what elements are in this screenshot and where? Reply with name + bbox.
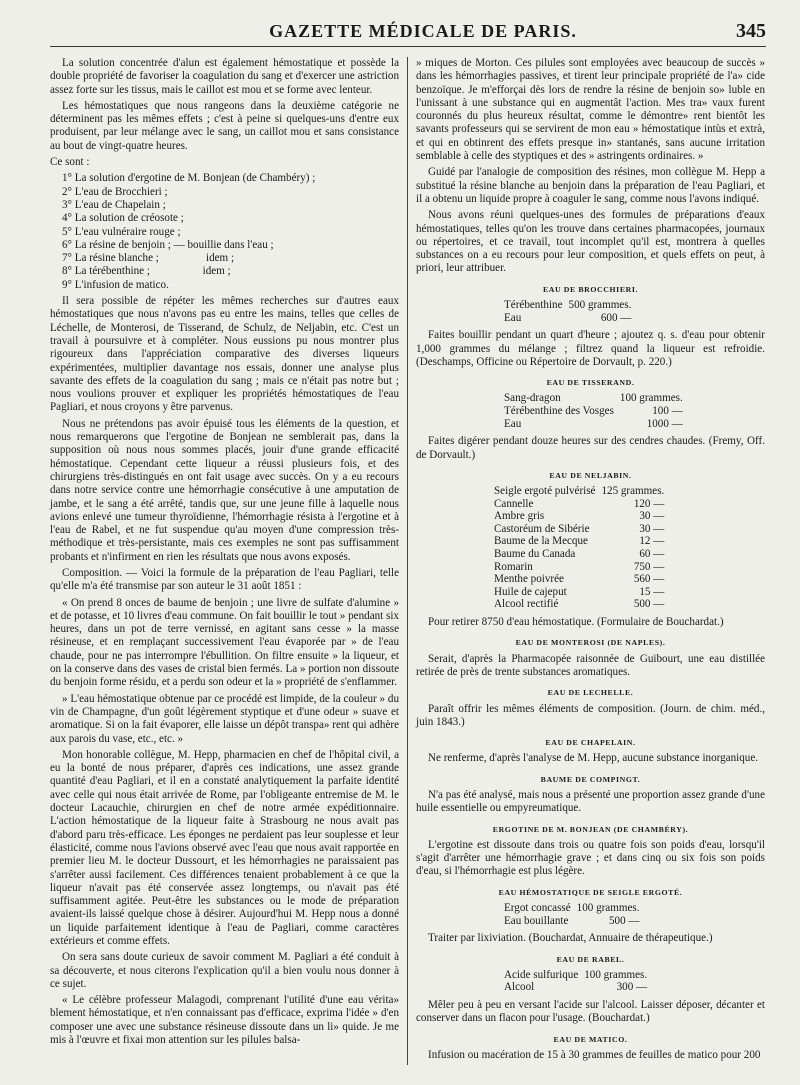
recipe-table: [501, 902, 643, 927]
list-item: 7° La résine blanche ; idem ;: [62, 252, 235, 265]
section-heading: ERGOTINE DE M. BONJEAN (DE CHAMBÉRY).: [492, 824, 689, 834]
paragraph: N'a pas été analysé, mais nous a présenté une proportion assez grande d'une huile essentielle ou empyreumatique.: [416, 789, 765, 815]
paragraph: Ne renferme, d'après l'analyse de M. Hepp, aucune substance inorganique.: [428, 752, 759, 765]
list-item: 2° L'eau de Brocchieri ;: [62, 185, 168, 198]
paragraph: Mêler peu à peu en versant l'acide sur l'alcool. Laisser déposer, décanter et conserver dans un flacon pour l'usage. (Bouchardat.): [416, 999, 765, 1025]
list-item: 1° La solution d'ergotine de M. Bonjean (de Chambéry) ;: [62, 172, 316, 185]
list-item: 6° La résine de benjoin ; — bouillie dans l'eau ;: [62, 238, 274, 251]
paragraph: On sera sans doute curieux de savoir comment M. Pagliari a été conduit à sa découverte, et nous citerons l'explication qu'il a bien voulu nous donner à ce sujet.: [50, 951, 399, 990]
paragraph: Nous ne prétendons pas avoir épuisé tous les éléments de la question, et nous remarquerons que l'ergotine de Bonjean ne semblerait pas, dans la supposition où nous nous sommes placés, jouir d'une grande efficacité hémostatique. Cependant cette liqueur a réussi plusieurs fois, et des chirurgiens très-distingués en ont fait usage avec succès. On y a eu recours dans notre service contre une hémorrhagie consécutive à une amputation de jambe, et le sang a été arrêté, tandis que, sur une jeune fille à laquelle nous avions enlevé une tumeur thyroïdienne, l'hémorrhagie résista à l'ergotine et à l'eau de Rabel, et ne fut suspendue qu'au moyen d'une compression très-méthodique et très-persistante, mais ces exemples ne sont pas suffisamment probants et n'infirment en rien les résultats que nous avons exposés.: [50, 417, 399, 563]
ingredient: Cannelle: [494, 497, 534, 510]
left-column: [50, 57, 399, 1065]
ingredient: Alcool: [504, 981, 535, 994]
list-item: 4° La solution de créosote ;: [62, 212, 184, 225]
quantity: 500 grammes.: [568, 299, 632, 312]
paragraph: Faites digérer pendant douze heures sur des cendres chaudes. (Fremy, Off. de Dorvault.): [416, 435, 765, 461]
quantity: 100 grammes.: [619, 392, 683, 405]
quantity: 500 —: [609, 914, 640, 927]
quantity: 120 —: [633, 497, 665, 510]
journal-title: GAZETTE MÉDICALE DE PARIS.: [269, 21, 577, 41]
ingredient: Térébenthine des Vosges: [504, 405, 614, 418]
quantity: 300 —: [616, 981, 648, 994]
column-divider: [407, 57, 408, 1065]
section-heading: EAU DE BROCCHIERI.: [542, 284, 639, 294]
quantity: 15 —: [639, 585, 665, 598]
recipe-table: [491, 485, 667, 611]
paragraph: Pour retirer 8750 d'eau hémostatique. (Formulaire de Bouchardat.): [428, 616, 724, 629]
section-heading: EAU DE LECHELLE.: [547, 688, 634, 698]
two-column-body: [50, 57, 766, 1065]
ingredient: Baume du Canada: [494, 548, 576, 561]
paragraph: Paraît offrir les mêmes éléments de composition. (Journ. de chim. méd., juin 1843.): [416, 702, 765, 728]
paragraph: Nous avons réuni quelques-unes des formules de préparations d'eaux hémostatiques, telles qu'on les trouve dans certaines pharmacopées, journaux ou répertoires, et ce travail, tout incomplet qu'il est, montrera à quelles substances on a eu recours pour leur composition, et quels effets on peut, à priori, leur attribuer.: [416, 209, 765, 275]
paragraph: Les hémostatiques que nous rangeons dans la deuxième catégorie ne déterminent pas les mêmes effets ; c'est à peine si quelques-uns d'entre eux produisent, par leur mélange avec le sang, un caillot mou et sans consistance au bout de vingt-quatre heures.: [50, 99, 399, 152]
quote: « On prend 8 onces de baume de benjoin ; une livre de sulfate d'alumine » et de potasse, et 10 livres d'eau commune. On fait bouillir le tout » pendant six heures, dans un pot de terre vernissé, en agitant sans cesse » la masse résineuse, et en remplaçant successivement l'eau évaporée par » de l'eau chaude, pour ne pas interrompre l'ébullition. On filtre ensuite » la liqueur, et on la conserve dans des vases de cristal bien fermés. La » portion non dissoute du benjoin forme résidu, et a perdu son odeur et la » propriété de s'enflammer.: [50, 596, 399, 689]
quote: « Le célèbre professeur Malagodi, comprenant l'utilité d'une eau vérita» blement hémostatique, et n'en connaissant pas d'efficace, exprima l'idée » d'en composer une avec une substance résineuse dissoute dans un li» quide. Je me mis à l'œuvre et fixai mon attention sur les pilules balsa-: [50, 994, 399, 1047]
quantity: 560 —: [633, 573, 665, 586]
quantity: 750 —: [633, 560, 665, 573]
paragraph: Infusion ou macération de 15 à 30 grammes de feuilles de matico pour 200: [428, 1048, 761, 1061]
quantity: 125 grammes.: [601, 485, 665, 498]
list-item: 5° L'eau vulnéraire rouge ;: [62, 225, 181, 238]
quantity: 30 —: [639, 522, 665, 535]
ingredient: Alcool rectifié: [494, 598, 559, 611]
recipe-table: [501, 299, 634, 324]
section-heading: EAU DE MATICO.: [553, 1034, 628, 1044]
quote: » miques de Morton. Ces pilules sont employées avec beaucoup de succès » dans les hémorrhagies passives, et tirent leur principale propriété de l'a» cide benzoïque. Je m'efforçai dès lors de rendre la résine de benjoin so» luble en l'unissant à une substance qui en augmentât l'action. Mes tra» vaux furent couronnés du plus heureux résultat, comme le démontre» rent bientôt les savants professeurs qui se servirent de mon eau » hémostatique intùs et extrà, et qui en obtinrent des effets presque in» stantanés, sans aucune irritation semblable à celle des styptiques et des » astringents ordinaires. »: [416, 57, 765, 163]
quantity: 30 —: [639, 510, 665, 523]
quantity: 500 —: [633, 598, 665, 611]
hemostatic-list: [50, 172, 399, 292]
paragraph: Guidé par l'analogie de composition des résines, mon collègue M. Hepp a substitué la résine blanche au benjoin dans la préparation de l'eau Pagliari, et il a obtenu un liquide propre à coaguler le sang, comme nous l'avons indiqué.: [416, 166, 765, 205]
ingredient: Eau: [504, 417, 522, 430]
quantity: 600 —: [600, 311, 632, 324]
paragraph: Il sera possible de répéter les mêmes recherches sur d'autres eaux hémostatiques que nous n'avons pas eu entre les mains, telles que celles de Léchelle, de Monterosi, de Tisserand, de Schulz, de Neljabin, etc. C'est un travail à poursuivre et à compléter. Nous eussions pu nous montrer plus rigoureux dans l'appréciation comparative des diverses liqueurs expérimentées, multiplier davantage nos essais, donner une analyse plus savante des effets de la coagulation du sang ; mais ce n'était pas notre but ; nous voulions prouver et expliquer les propriétés hémostatiques de l'eau Pagliari, et nous croyons y être parvenus.: [50, 295, 399, 414]
ingredient: Menthe poivrée: [494, 573, 564, 586]
section-heading: EAU DE MONTEROSI (DE NAPLES).: [515, 638, 666, 648]
section-heading: EAU DE TISSERAND.: [546, 378, 635, 388]
paragraph: L'ergotine est dissoute dans trois ou quatre fois son poids d'eau, lorsqu'il s'agit d'arrêter une hémorrhagie grave ; et dans cinq ou six fois son poids d'eau, si l'hémorrhagie est plus légère.: [416, 838, 765, 878]
ingredient: Ergot concassé: [504, 902, 571, 915]
ingredient: Castoréum de Sibérie: [494, 522, 590, 535]
paragraph: La solution concentrée d'alun est également hémostatique et possède la double propriété de favoriser la coagulation du sang et d'exercer une astriction assez forte sur les tissus, mais le caillot est mou et se forme avec lenteur.: [50, 57, 399, 96]
page-number: 345: [736, 20, 766, 42]
ingredient: Sang-dragon: [504, 392, 561, 405]
ingredient: Eau: [504, 311, 522, 324]
paragraph: Composition. — Voici la formule de la préparation de l'eau Pagliari, telle qu'elle m'a été transmise par son auteur le 31 août 1851 :: [50, 566, 399, 593]
recipe-table: [501, 392, 686, 430]
paragraph: Faites bouillir pendant un quart d'heure ; ajoutez q. s. d'eau pour obtenir 1,000 grammes du mélange ; filtrez quand la liqueur est refroidie. (Deschamps, Officine ou Répertoire de Dorvault, p. 220.): [416, 329, 765, 368]
quantity: 12 —: [639, 535, 665, 548]
ingredient: Térébenthine: [504, 299, 563, 312]
ingredient: Huile de cajeput: [494, 585, 567, 598]
list-item: 8° La térébenthine ; idem ;: [62, 265, 231, 278]
quote: » L'eau hémostatique obtenue par ce procédé est limpide, de la couleur » du vin de Champagne, d'un goût légèrement styptique et d'une odeur » suave et aromatique. Si on la fait évaporer, elle laisse un dépôt transpa» rent qui adhère aux parois du vase, etc., etc. »: [50, 692, 399, 745]
list-item: 3° L'eau de Chapelain ;: [62, 198, 166, 211]
ingredient: Ambre gris: [494, 510, 545, 523]
section-heading: EAU HÉMOSTATIQUE DE SEIGLE ERGOTÉ.: [498, 887, 683, 897]
paragraph: Traiter par lixiviation. (Bouchardat, Annuaire de thérapeutique.): [428, 932, 713, 945]
page-header: [50, 20, 766, 47]
quantity: 1000 —: [646, 417, 683, 430]
ingredient: Baume de la Mecque: [494, 535, 588, 548]
ingredient: Romarin: [494, 560, 533, 573]
paragraph: Mon honorable collègue, M. Hepp, pharmacien en chef de l'hôpital civil, a eu la bonté de nous préparer, d'après ces indications, une assez grande quantité d'eau Pagliari, et il en a constaté analytiquement la parfaite identité avec celle qui nous était arrivée de Rome, par l'obligeante entremise de M. le docteur Lacauchie, chirurgien en chef de notre armée expéditionnaire. L'action hémostatique de la liqueur faite à Strasbourg ne nous avait pas d'abord paru très-efficace. Les éponges ne perdaient pas leur souplesse et leur élasticité, comme nous l'avions observé avec l'eau que nous avait rapportée en premier lieu M. le docteur Dussourt, et les hémorrhagies ne paraissaient pas s'arrêter aussi facilement. Ces différences tenaient probablement à ce que la liqueur n'avait pas été conservée assez longtemps, ou n'avait pas été suffisamment agitée. Peut-être les substances ou le mode de préparation avaient-ils laissé quelque chose à désirer. Aujourd'hui M. Hepp nous a donné un liquide parfaitement identique à l'eau de Pagliari, comme caractères extérieurs et comme effets.: [50, 748, 399, 947]
section-heading: EAU DE CHAPELAIN.: [545, 738, 636, 748]
list-intro: Ce sont :: [50, 156, 90, 169]
section-heading: BAUME DE COMPINGT.: [540, 774, 641, 784]
section-heading: EAU DE NELJABIN.: [549, 470, 632, 480]
quantity: 60 —: [639, 548, 665, 561]
recipe-table: [501, 969, 650, 994]
ingredient: Eau bouillante: [504, 914, 569, 927]
list-item: 9° L'infusion de matico.: [62, 278, 169, 291]
paragraph: Serait, d'après la Pharmacopée raisonnée de Guibourt, une eau distillée retirée de près de trente substances aromatiques.: [416, 652, 765, 678]
ingredient: Seigle ergoté pulvérisé: [494, 485, 596, 498]
quantity: 100 grammes.: [576, 902, 640, 915]
quantity: 100 grammes.: [584, 968, 648, 981]
ingredient: Acide sulfurique: [504, 968, 579, 981]
section-heading: EAU DE RABEL.: [556, 954, 625, 964]
quantity: 100 —: [652, 405, 683, 418]
right-column: [416, 57, 765, 1065]
